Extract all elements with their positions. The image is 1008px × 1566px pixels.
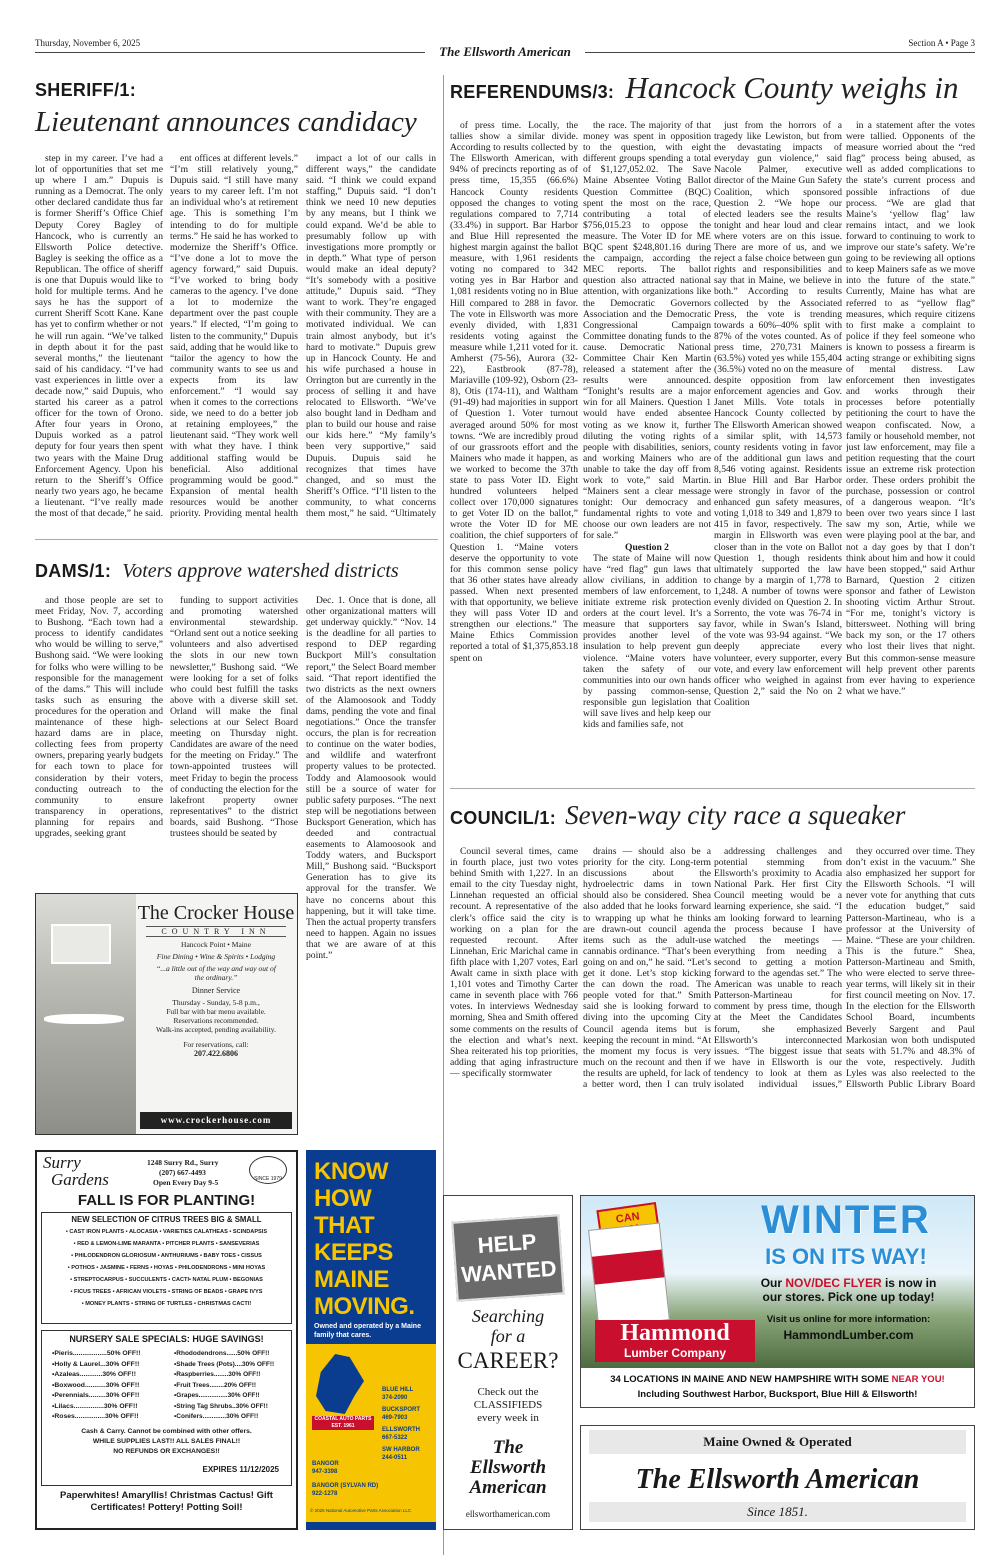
surry-phone[interactable]: (207) 667-4493 xyxy=(159,1168,206,1177)
flyer-band xyxy=(592,1249,665,1284)
story-text: of press time. Locally, the tallies show a similar divide. According to results collected by The Ellsworth American, with 94% of precincts reporting as of press time, 15,355 (66.6%) Hancock County residents opposed the changes to voting regulations compared to 7,714 (33.4%) in support. Bar Harbor and Blue Hill represented the highest margin against the ballot measure, with 1,961 residents voting no compared to 342 voting yes in Bar Harbor and 1,081 residents voting no in Blue Hill compared to 288 in favor. The vote in Ellsworth was more evenly divided, with 1,831 residents voting against the measure while 1,211 voted for it. Amherst (75-56), Aurora (32-22), Eastbrook (87-78), Mariaville (109-92), Osborn (23-8), Otis (174-11), and Waltham (91-49) had majorities in support of Question 1. Voter turnout averaged around 50% for most towns. “We are incredibly proud of our grassroots effort and the Mainers who made it happen, as we worked to become the 37th state to pass Voter ID. Eight hundred volunteers helped collect over 170,000 signatures to get Voter ID on the ballot,” wrote the Voter ID for ME coalition, the chief supporters of Question 1. “Maine voters deserve the opportunity to vote for this common sense policy that 36 other states have already passed. When next presented with that opportunity, we believe they will pass Voter ID and strengthen our elections.” The Maine Ethics Commission reported a total of $1,375,853.18 spent on xyxy=(450,120,578,664)
crocker-tag: Fine Dining • Wine & Spirits • Lodging xyxy=(156,952,276,961)
slogan-line: MAINE xyxy=(314,1266,389,1293)
napa-ad[interactable] xyxy=(306,1150,436,1530)
logo-name: Hammond xyxy=(620,1320,730,1346)
sale-item: •Roses................30% OFF!! xyxy=(52,1413,139,1420)
pitch-line: Searching xyxy=(471,1306,545,1326)
kicker-word: SHERIFF xyxy=(35,80,115,100)
brand-line: Ellsworth xyxy=(469,1457,547,1478)
sale-item: •Grapes................30% OFF!! xyxy=(174,1392,260,1399)
help-url[interactable]: ellsworthamerican.com xyxy=(465,1509,551,1519)
ref-column-4 xyxy=(846,120,975,780)
jump-marker: /1: xyxy=(89,561,112,581)
hammond-ad[interactable] xyxy=(580,1195,975,1408)
sign-line: HELP xyxy=(476,1229,538,1259)
surry-logo xyxy=(43,1154,109,1188)
story-text: Council several times, came in fourth place, just two votes behind Smith with 1,227. In an email to the city Tuesday night, Linnehan requested an official recount. A representative of the clerk’s office said the city is working on a plan for the requested recount. After Linnehan, Eric Marichal came in fifth place with 1,207 votes, Earl Awalt came in sixth place with 1,101 votes and Timothy Carter came in seventh place with 766 votes. In interviews Wednesday morning, Shea and Smith offered some comments on the results of the election and what’s next. Shea reiterated his top priorities, adding that aging infrastructure — specifically stormwater xyxy=(450,846,578,1079)
store-town: SW HARBOR xyxy=(382,1447,420,1453)
check-line: CLASSIFIEDS xyxy=(473,1399,543,1411)
selection-line: • STREPTOCARPUS • SUCCULENTS • CACTI• NATAL PLUM • BEGONIAS xyxy=(70,1277,263,1283)
sign-line: WANTED xyxy=(460,1255,558,1288)
store-phone: 244-0511 xyxy=(382,1455,408,1461)
help-wanted-sign xyxy=(451,1214,564,1301)
store-phone: 374-2090 xyxy=(382,1395,408,1401)
sale-expires: EXPIRES 11/12/2025 xyxy=(202,1465,279,1474)
masthead-title: The Ellsworth American xyxy=(439,44,571,59)
sale-fine-print xyxy=(42,1427,291,1457)
surry-contact xyxy=(147,1158,218,1188)
table-shape xyxy=(44,1014,124,1024)
council-column-2 xyxy=(583,846,711,1088)
napa-sub: Owned and operated by a Maine family that cares. xyxy=(314,1323,421,1339)
winter-sub: IS ON ITS WAY! xyxy=(765,1244,927,1269)
dams-head xyxy=(35,560,399,583)
slogan-line: THAT xyxy=(314,1212,375,1239)
crocker-hours: Thursday - Sunday, 5-8 p.m., xyxy=(172,998,260,1007)
crocker-res: Reservations recommended. xyxy=(173,1016,259,1025)
jump-marker: /1: xyxy=(534,808,556,828)
story-text: just from the horrors of a tragedy like Lewiston, but from the devastating impacts of everyday gun violence,” said Nacole Palmer, executive director of the Maine Gun Safety Coalition, which sponsored Question 2. “We hope our elected leaders see the results tonight and hear loud and clear where voters are on this issue. There are more of us, and we reject a false choice between gun rights and responsibilities and say that in Maine, we believe in both.” According to results collected by the Associated Press, the vote is trending towards a 60%–40% split with 87% of the votes counted. As of press time, 270,731 Mainers (63.5%) voted yes while 155,404 (36.5%) voted no on the measure despite opposition from law enforcement agencies and Gov. Janet Mills. Vote totals in Hancock County collected by The Ellsworth American showed a similar split, with 14,573 county residents voting in favor of the additional gun laws and 8,546 voting against. Residents in Blue Hill and Bar Harbor were strongly in favor of the enhanced gun safety measures, voting 1,018 to 349 and 1,879 to 415 in favor, respectively. The margin in Ellsworth was even closer than in the vote on Ballot Question 1, though residents ultimately supported the law change by a margin of 1,778 to 1,248. A number of towns were evenly divided on Question 2. In Sorrento, the vote was 76-74 in favor, while in Swan’s Island, the vote was 93-94 against. “We deeply appreciate every volunteer, every supporter, every vote, and every law enforcement officer who weighed in against Question 2,” said the No on 2 Coalition xyxy=(714,120,842,708)
sale-item: •Holly & Laurel...30% OFF!! xyxy=(52,1360,140,1368)
crocker-call: For reservations, call: xyxy=(183,1040,249,1049)
slogan-line: KNOW xyxy=(314,1158,388,1185)
crocker-service: Dinner Service xyxy=(191,986,241,995)
store-town: BLUE HILL xyxy=(382,1387,414,1393)
header-rule-right xyxy=(585,52,975,53)
story-text: Dec. 1. Once that is done, all other organizational matters will get underway quickly.” “Nov. 14 is the deadline for all parties to respond to DEP regarding Buckport Mill’s consultation report,” the Select Board member said. “That report identified the two districts as the next owners of the Alamoosook and Toddy dams, pending the vote and final negotiations.” Once the transfer occurs, the plan is for recreation to continue on the water bodies, and wildlife and waterfront property values to be protected. Toddy and Alamoosook would still be a source of water for public safety purposes. “The next step will be negotiations between Bucksport Generation, which has deeded and contractual easements to Alamoosook and Toddy waters, and Bucksport Mill,” Bushong said. “Bucksport Generation has to give its approval for the transfer. We have no concerns about this happening, but it will take time. Then the actual property transfers need to happen. Again no issues that we are aware of at this point.” xyxy=(306,595,436,961)
brand-line: American xyxy=(469,1477,547,1498)
story-text: the race. The majority of that money was spent in opposition to the question, with eight different groups spending a total of $1,127,052.02. The Save Maine Absentee Voting Ballot Question Committee (BQC) spent the most on the race, contributing a total of $756,015.23 to oppose the measure. The Voter ID for ME BQC spent $248,801.16 during the campaign, according the MEC reports. The ballot question also attracted national attention, with organizations like the Democratic Governors Association and the Democratic Congressional Campaign Committee donating funds to the cause. Democratic National Committee Chair Ken Martin released a statement after the results were announced. “Tonight’s results are a major win for all Mainers. Question 1 would have ended absentee voting as we know it, further diluting the voting rights of people with disabilities, seniors, and working Mainers who are unable to take the day off from work to vote,” said Martin. “Mainers sent a clear message tonight: Our democracy and fundamental rights to vote and choose our own leaders are not for sale.” xyxy=(583,120,711,542)
sale-item: •Conifers.............30% OFF!! xyxy=(174,1413,259,1420)
winter-headline: WINTER xyxy=(761,1198,931,1242)
crocker-house-ad[interactable] xyxy=(35,893,298,1135)
brand-line: The xyxy=(492,1437,524,1458)
page-header xyxy=(35,32,975,62)
sale-list-left xyxy=(52,1349,141,1423)
referendums-headline: Hancock County weighs in xyxy=(625,70,959,105)
sheriff-column-1 xyxy=(35,153,163,518)
store-town: BANGOR (SYLVAN RD) xyxy=(312,1483,379,1489)
help-career: CAREER? xyxy=(457,1348,559,1373)
ref-column-1 xyxy=(450,120,578,780)
crocker-sub: COUNTRY INN xyxy=(146,926,286,937)
hammond-logo xyxy=(595,1320,755,1362)
flyer-pre: Our xyxy=(760,1276,786,1290)
council-headline: Seven-way city race a squeaker xyxy=(565,800,906,830)
brand-est: EST. 1961 xyxy=(331,1423,355,1429)
house-ad[interactable] xyxy=(580,1425,975,1530)
sale-item: •Boxwood...........30% OFF!! xyxy=(52,1381,140,1389)
story-text: The state of Maine will now have “red flag” gun laws that allow civilians, in addition to members of law enforcement, to initiate extreme risk protection orders at the court level. It’s a measure that supporters say provides another level of insulation to help prevent gun violence. “Maine voters have taken the safety of our communities into our own hands by passing common-sense, responsible gun legislation that will save lives and help keep our kids and families safe, not xyxy=(583,552,711,731)
store-town: BANGOR xyxy=(312,1461,339,1467)
flyer-line2: our stores. Pick one up today! xyxy=(762,1290,935,1304)
logo-line: Surry xyxy=(43,1153,81,1172)
flyer-red: NOV/DEC FLYER xyxy=(785,1276,882,1290)
flyer-thumbnail xyxy=(588,1223,670,1328)
sale-item: •Perennials.........30% OFF!! xyxy=(52,1392,140,1399)
store-phone: 947-3398 xyxy=(312,1469,338,1475)
issue-date: Thursday, November 6, 2025 xyxy=(35,38,141,48)
sheriff-headline: Lieutenant announces candidacy xyxy=(35,106,417,138)
council-head xyxy=(450,800,905,831)
loc-red: NEAR YOU! xyxy=(891,1374,945,1385)
sale-item: •Shade Trees (Pots)....30% OFF!! xyxy=(174,1360,275,1368)
loc-line2: Including Southwest Harbor, Bucksport, Blue Hill & Ellsworth! xyxy=(637,1389,918,1400)
help-check xyxy=(444,1386,572,1425)
dams-rule xyxy=(35,539,438,540)
story-text: they occurred over time. They don’t exist in the vacuum.” She also emphasized her support for the Ellsworth Schools. “I will never vote for anything that cuts the education budget,” said Patterson-Martineau, who is a professor at the University of Maine. “These are your children. This is the future.” Shea, Patterson-Martineau and Smith, who were elected to serve three-year terms, will likely sit in their first council meeting on Nov. 17. In the election for the Ellsworth School Board, incumbents Beverly Sargent and Paul Markosian won both undisputed seats with 51.7% and 48.3% of the vote, respectively. Judith Lyles was also reelected to the Ellsworth Public Library Board xyxy=(846,846,975,1088)
ref-column-3 xyxy=(714,120,842,780)
store-phone: 922-1278 xyxy=(312,1491,338,1497)
story-text: addressing challenges and potential stemming from Ellsworth’s proximity to Acadia National Park. Her first City Council meeting would be a learning experience, she said. “I am looking forward to learning the process because I have watched the meetings — everything from needing a second to getting a motion forward to the agendas set.” The American was unable to reach Patterson-Martineau for comment by press time, though at the Meet the Candidates forum, she emphasized Ellsworth’s interconnected issues. “The biggest issue that we have in Ellsworth is our tendency to look at them as isolated individual issues,” xyxy=(714,846,842,1088)
referendums-head xyxy=(450,70,959,106)
dams-headline: Voters approve watershed districts xyxy=(122,560,399,582)
napa-map-panel xyxy=(306,1344,436,1522)
surry-gardens-ad[interactable] xyxy=(35,1150,298,1530)
slogan-line: MOVING. xyxy=(314,1293,415,1320)
house-since: Since 1851. xyxy=(589,1502,966,1522)
surry-sale-box xyxy=(41,1330,292,1486)
surry-hours: Open Every Day 9-5 xyxy=(153,1178,219,1187)
story-text: and those people are set to meet Friday, Nov. 7, according to Bushong. “Each town had a process to identify candidates who would be willing to serve,” Bushong said. “We were looking for folks who were willing to be responsible for the management of the dams.” This will include tasks such as ensuring the procedures for the operation and maintenance of these high-hazard dams are in place, collecting fees from property owners, preparing yearly budgets for each town to place for consideration by their voters, conducting outreach to the community to ensure transparency in operations, planning for repairs and upgrades, seeking grant xyxy=(35,595,163,839)
selection-line: • CAST IRON PLANTS • ALOCASIA • VARIETIES CALATHEAS • SCINDAPSIS xyxy=(65,1229,268,1235)
help-brand xyxy=(444,1438,572,1498)
brand-name: COASTAL AUTO PARTS xyxy=(314,1416,372,1422)
hammond-url[interactable]: HammondLumber.com xyxy=(783,1328,914,1342)
store-town: BUCKSPORT xyxy=(382,1407,421,1413)
council-rule xyxy=(450,788,975,789)
pitch-line: for a xyxy=(490,1326,526,1346)
house-top: Maine Owned & Operated xyxy=(589,1430,966,1454)
sale-item: •Raspberries........30% OFF!! xyxy=(174,1371,261,1378)
sheriff-kicker xyxy=(35,80,136,101)
kicker-word: DAMS xyxy=(35,561,90,581)
store-town: ELLSWORTH xyxy=(382,1427,420,1433)
since-text: SINCE 1979 xyxy=(254,1176,282,1182)
flyer-text xyxy=(731,1276,966,1304)
crocker-phone[interactable]: 207.422.6806 xyxy=(194,1049,238,1058)
crocker-web[interactable]: www.crockerhouse.com xyxy=(140,1112,292,1129)
jump-marker: /3: xyxy=(592,82,615,102)
crocker-place: Hancock Point • Maine xyxy=(181,940,251,949)
council-column-1 xyxy=(450,846,578,1088)
check-line: Check out the xyxy=(477,1386,539,1398)
surry-address: 1248 Surry Rd., Surry xyxy=(147,1158,219,1167)
store-phone: 469-7903 xyxy=(382,1415,408,1421)
napa-stores-left xyxy=(312,1460,378,1498)
story-text: drains — should also be a priority for the city. Long-term discussions about the hydroelectric dams in town should also be considered. Shea also added that he looks forward to wrapping up what he thinks are drawn-out council agenda items such as the adult-use cannabis ordinance. “That’s been going on and on,” he said. “Let’s get it done. Let’s stop kicking the can down the road. The people voted for that.” Smith said she is looking forward to diving into the upcoming City Council agenda items but is keeping the recount in mind. “At the moment my focus is very much on the recount and then if the results are upheld, for lack of a better word, then I can truly xyxy=(583,846,711,1088)
slogan-line: KEEPS xyxy=(314,1239,393,1266)
story-text: impact a lot of our calls in different ways,” the candidate said. “I think we could expand staffing,” Dupuis said. “I don’t think we need 10 new deputies by any means, but I think we could expand. We’d be able to presumably follow up with investigations more promptly or in depth.” What type of person would make an ideal deputy? “It’s somebody with a positive attitude,” Dupuis said. “They want to work. They’re engaged with their community. They are a motivated individual. We can train almost anybody, but it’s hard to motivate.” Dupuis grew up in Hancock County. He and his wife purchased a house in Orrington but are currently in the process of selling it and have relocated to Ellsworth. “We’ve also bought land in Dedham and plan to build our house and raise our kids here.” “My family’s been very supportive,” said Dupuis. Dupuis said he recognizes that times have changed, and so must the Sheriff’s Office. “I’ll listen to the community, to what concerns them most,” he said. “Ultimately xyxy=(306,153,436,518)
selection-line: • PHILODENDRON GLORIOSUM • ANTHURIUMS • BABY TOES • CISSUS xyxy=(71,1253,262,1259)
sale-item: •String Tag Shrubs..30% OFF!! xyxy=(174,1402,268,1410)
help-pitch xyxy=(444,1306,572,1346)
store-phone: 667-5322 xyxy=(382,1435,408,1441)
selection-line: • MONEY PLANTS • STRING OF TURTLES • CHRISTMAS CACTI! xyxy=(81,1301,252,1307)
ref-column-2 xyxy=(583,120,711,780)
dining-room-photo xyxy=(36,894,136,1135)
sale-item: •Pieris..................50% OFF!! xyxy=(52,1350,141,1357)
dams-column-2 xyxy=(170,595,298,885)
sale-list-right xyxy=(174,1349,274,1423)
selection-line: • RED & LEMON-LIME MARANTA • PITCHER PLANTS • SANSEVERIAS xyxy=(73,1241,260,1247)
sale-item: •Fruit Trees........20% OFF!! xyxy=(174,1381,257,1389)
hammond-locations xyxy=(581,1372,974,1402)
selection-title: NEW SELECTION OF CITRUS TREES BIG & SMALL xyxy=(71,1215,262,1224)
badge-line: CAN xyxy=(615,1210,641,1226)
crocker-quote: “...a little out of the way and way out of the ordinary.” xyxy=(156,964,276,982)
kicker-word: REFERENDUMS xyxy=(450,82,593,102)
since-badge xyxy=(249,1156,287,1184)
napa-slogan xyxy=(314,1158,415,1320)
section-page: Section A • Page 3 xyxy=(908,38,975,48)
dams-column-3 xyxy=(306,595,436,1055)
story-text: in a statement after the votes were tallied. Opponents of the measure worried about the “red flag” process being abused, as well as added complications to the state’s current process and possible infractions of due process. “We are glad that Maine’s ‘yellow flag’ law remains intact, and we look forward to continuing to work to improve our state’s safety. We’re going to be reviewing all options to keep Mainers safe as we move into the future of the state.” Currently, Maine has what are referred to as “yellow flag” measures, which require citizens to first make a complaint to police if they feel someone who is known to possess a firearm is acting strange or exhibiting signs of mental distress. Law enforcement then investigates and works through their processes before potentially petitioning the court to have the weapon confiscated. Now, a family or household member, not just law enforcement, may file a petition requesting that the court issue an extreme risk protection order. These orders prohibit the purchase, possession or control of a dangerous weapon. “It’s been over two years since I last saw my son, Artie, while we were playing pool at the bar, and not a day goes by that I don’t think about him and how it could have been stopped,” said Arthur Barnard, Question 2 citizen sponsor and father of Lewiston shooting victim Arthur Strout. “For me, tonight’s victory is bittersweet. Nothing will bring back my son, or the 17 others who lost their lives that night. But this common-sense measure will help prevent other parents from ever having to experience what we have.” xyxy=(846,120,975,697)
story-text: step in my career. I’ve had a lot of opportunities that set me up where I am.” Dupuis is running as a Democrat. The only other declared candidate thus far is former Sheriff’s Office Chief Deputy Corey Bagley of Hancock, who is currently an Ellsworth Police detective. Bagley is seeking the office as a Republican. The office of sheriff is one that Dupuis would like to hold for multiple terms. And he says he has the support of current Sheriff Scott Kane. Kane has yet to confirm whether or not he will run again. “We’ve talked in depth about it for the past several months,” the lieutenant said of his candidacy. “I’ve had vast experiences in little over a decade now,” said Dupuis, who started his career as a patrol officer for the town of Orono. After four years in Orono, Dupuis worked as a patrol deputy for four years then spent two years with the Maine Drug Enforcement Agency. Upon his return to the Sheriff’s Office nearly two years ago, he became a lieutenant. “I’ve really made the most of that decade,” he said. xyxy=(35,153,163,518)
kicker-word: COUNCIL xyxy=(450,808,535,828)
fine-line: NO REFUNDS OR EXCHANGES!! xyxy=(113,1448,220,1455)
sheriff-column-2 xyxy=(170,153,298,518)
sale-title: NURSERY SALE SPECIALS: HUGE SAVINGS! xyxy=(69,1334,264,1344)
sheriff-column-3 xyxy=(306,153,436,518)
surry-footer: Paperwhites! Amaryllis! Christmas Cactus! Gift Certificates! Pottery! Potting Soil! xyxy=(60,1490,273,1513)
dams-column-1 xyxy=(35,595,163,885)
help-wanted-ad[interactable] xyxy=(443,1195,573,1530)
surry-headline: FALL IS FOR PLANTING! xyxy=(77,1192,256,1209)
visit-text: Visit us online for more information: xyxy=(766,1314,931,1325)
council-column-3 xyxy=(714,846,842,1088)
council-column-4 xyxy=(846,846,975,1088)
story-text: ent offices at different levels.” “I’m still relatively young,” Dupuis said. “I still have many years to my career left. I’m not an individual who’s at retirement age. This is something I’m intending to do for multiple terms.” He said he has worked to modernize the Sheriff’s Office. “I’ve done a lot to move the agency forward,” said Dupuis. “I’ve worked to bring body cameras to the agency. I’ve done a lot to modernize the department over the past couple years.” If elected, “I’m going to listen to the community,” Dupuis said, adding that he would like to “tailor the agency to how the community wants to see us and expects from its law enforcement.” “I would say when it comes to the corrections side, we need to do a better job at retaining employees,” the lieutenant said. “They work well with what they have. I think additional staffing would be beneficial. Also additional programming would be good.” Expansion of mental health resources would be another priority. Providing mental health xyxy=(170,153,298,518)
jump-marker: /1: xyxy=(114,80,137,100)
sale-item: •Azaleas............30% OFF!! xyxy=(52,1371,136,1378)
fine-line: WHILE SUPPLIES LAST!! ALL SALES FINAL!! xyxy=(92,1438,241,1445)
surry-selection-box xyxy=(41,1212,292,1324)
maine-map-icon xyxy=(316,1354,364,1414)
window-shape xyxy=(51,924,111,964)
logo-sub: Lumber Company xyxy=(623,1346,726,1360)
flyer-post: is now in xyxy=(881,1276,937,1290)
selection-line: • POTHOS • JASMINE • FERNS • HOYAS • PHILODENDRONS • MINI HOYAS xyxy=(67,1265,266,1271)
crocker-name: The Crocker House xyxy=(137,902,295,924)
subhead: Question 2 xyxy=(625,541,669,553)
logo-line: Gardens xyxy=(51,1170,109,1189)
fine-line: Cash & Carry. Cannot be combined with other offers. xyxy=(81,1428,252,1435)
crocker-walk: Walk-ins accepted, pending availability. xyxy=(156,1025,276,1034)
napa-brand xyxy=(312,1416,374,1430)
napa-stores-right xyxy=(382,1386,420,1462)
story-text: funding to support activities and promoting watershed environmental stewardship. “Orland sent out a notice seeking volunteers and also advertised the slots in our new town newsletter,” Bushong said. “We were looking for a set of folks who could best fulfill the tasks above with a diverse skill set. Orland will make the final selections at our Select Board meeting on Thursday night. Candidates are aware of the need for the meeting on Friday.” The town-appointed trustees will meet Friday to begin the process of conducting the election for the lakefront property owner representatives” to the district boards, said Bushong. “Those trustees should be seated by xyxy=(170,595,298,839)
sale-item: •Lilacs................30% OFF!! xyxy=(52,1402,138,1410)
selection-line: • FICUS TREES • AFRICAN VIOLETS • STRING OF BEADS • GRAPE IVYS xyxy=(70,1289,263,1295)
crocker-menu: Full bar with bar menu available. xyxy=(166,1007,266,1016)
slogan-line: HOW xyxy=(314,1185,372,1212)
napa-legal: © 2025 National Automotive Parts Association LLC xyxy=(310,1508,412,1513)
check-line: every week in xyxy=(477,1412,539,1424)
sale-item: •Rhododendrons......50% OFF!! xyxy=(174,1350,270,1357)
loc-pre: 34 LOCATIONS IN MAINE AND NEW HAMPSHIRE WITH SOME xyxy=(610,1374,892,1385)
house-name: The Ellsworth American xyxy=(635,1464,920,1495)
